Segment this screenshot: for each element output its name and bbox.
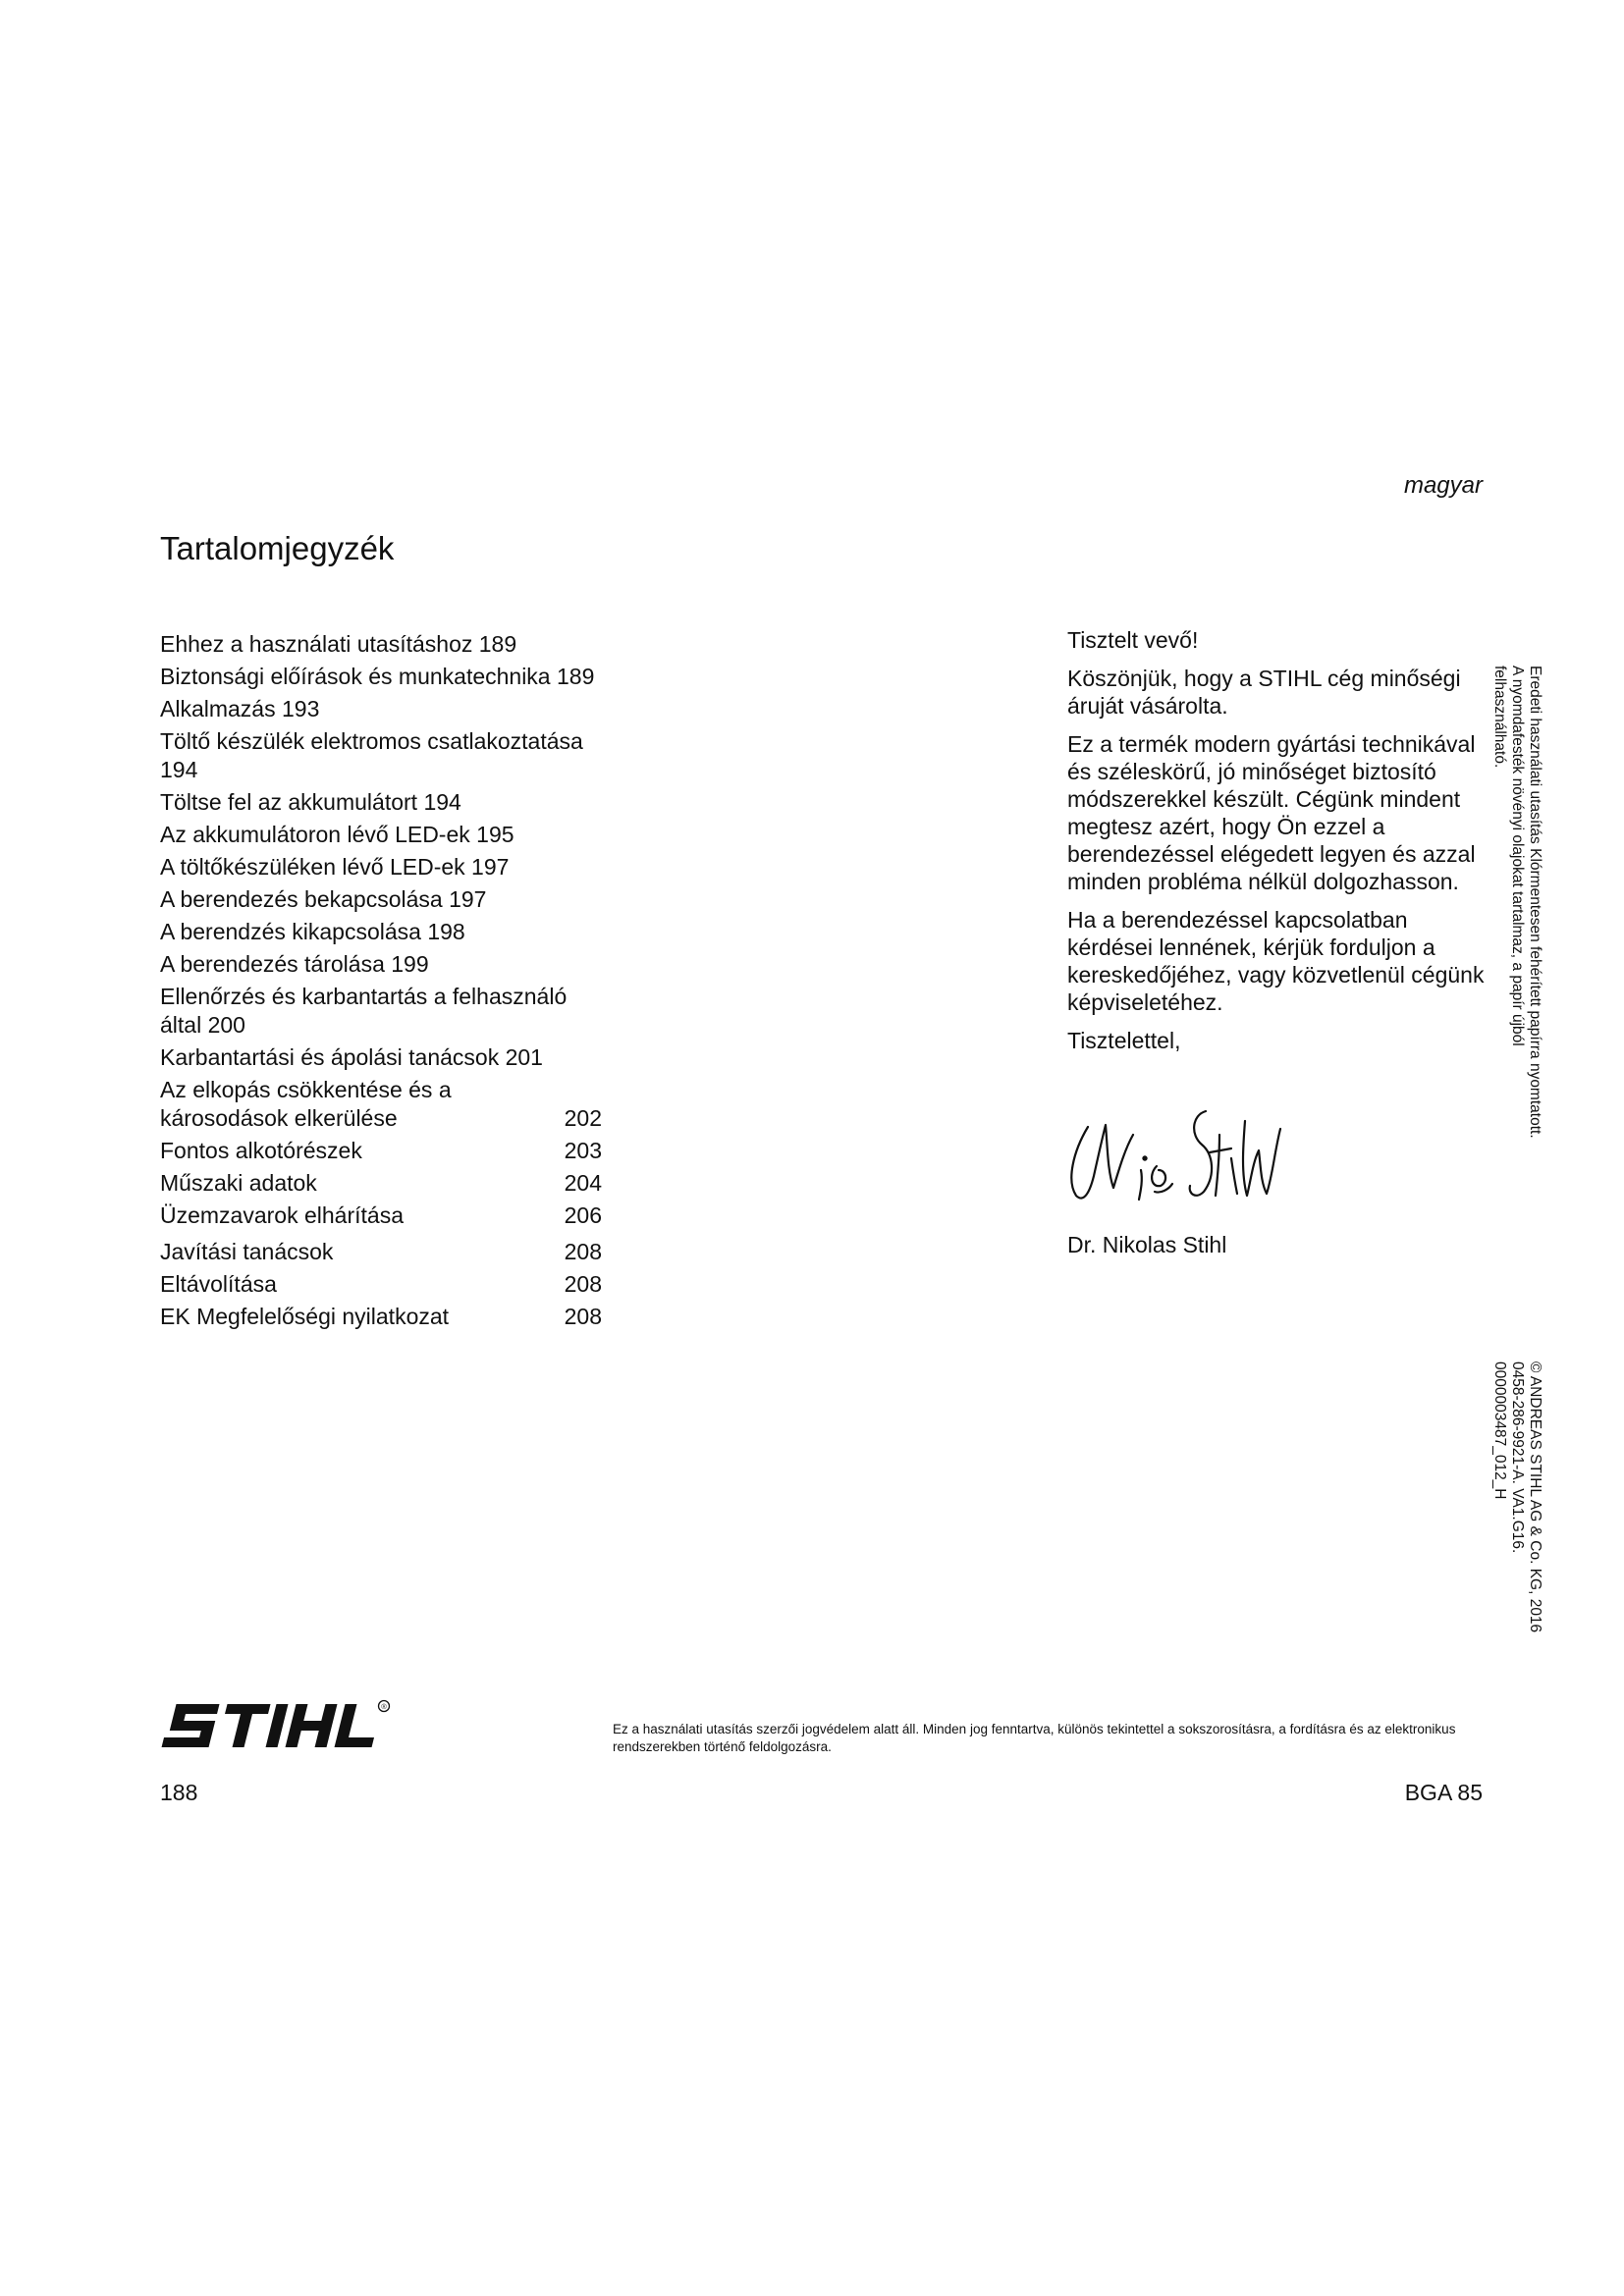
print-note-line: Eredeti használati utasítás Klórmentesen fehérített papírra nyomtatott. bbox=[1527, 666, 1543, 1139]
table-of-contents bbox=[160, 630, 602, 1335]
letter-paragraph: Ha a berendezéssel kapcsolatban kérdései lennének, kérjük forduljon a kereskedőjéhez, vagy közvetlenül cégünk képviseletéhez. bbox=[1067, 907, 1485, 1015]
toc-item[interactable]: Töltő készülék elektromos csatlakoztatása 194 bbox=[160, 728, 583, 782]
stihl-logo bbox=[160, 1698, 396, 1764]
model-name: BGA 85 bbox=[1404, 1780, 1483, 1805]
toc-row-label: Fontos alkotórészek bbox=[160, 1138, 362, 1163]
handwritten-signature bbox=[1058, 1097, 1284, 1220]
toc-table-list bbox=[160, 1076, 602, 1331]
toc-row[interactable] bbox=[160, 1201, 602, 1230]
toc-row-page: 202 bbox=[564, 1105, 602, 1131]
copyright-line: 0458-286-9921-A. VA1.G16. bbox=[1509, 1362, 1526, 1554]
letter-paragraph: Köszönjük, hogy a STIHL cég minőségi áruját vásárolta. bbox=[1067, 666, 1461, 719]
toc-row[interactable] bbox=[160, 1238, 602, 1266]
letter-paragraph: Ez a termék modern gyártási technikával és széleskörű, jó minőséget biztosító módszerekkel készült. Cégünk mindent megtesz azért, hogy Ön ezzel a berendezéssel elégedett legyen és azzal minden probléma nélkül dolgozhasson. bbox=[1067, 731, 1476, 894]
toc-item[interactable]: Biztonsági előírások és munkatechnika 189 bbox=[160, 664, 595, 689]
welcome-letter bbox=[1067, 626, 1489, 1065]
toc-row-page: 204 bbox=[564, 1170, 602, 1196]
letter-greeting: Tisztelt vevő! bbox=[1067, 627, 1199, 653]
toc-row[interactable] bbox=[160, 1270, 602, 1299]
copyright-legal-text: Ez a használati utasítás szerzői jogvédelem alatt áll. Minden jog fenntartva, különös tekintettel a sokszorosításra, a fordításra és az elektronikus rendszerekben történő feldolgozásra. bbox=[613, 1722, 1456, 1754]
toc-row[interactable] bbox=[160, 1169, 602, 1198]
toc-row-page: 208 bbox=[564, 1239, 602, 1264]
letter-closing: Tisztelettel, bbox=[1067, 1028, 1181, 1053]
print-note-line: felhasználható. bbox=[1491, 666, 1508, 769]
toc-item[interactable]: Töltse fel az akkumulátort 194 bbox=[160, 789, 461, 815]
toc-item[interactable]: A berendezés bekapcsolása 197 bbox=[160, 886, 487, 912]
toc-row-page: 206 bbox=[564, 1202, 602, 1228]
toc-row[interactable] bbox=[160, 1137, 602, 1165]
toc-row-label: EK Megfelelőségi nyilatkozat bbox=[160, 1304, 450, 1329]
toc-item[interactable]: A berendezés tárolása 199 bbox=[160, 951, 429, 977]
toc-item[interactable]: A berendzés kikapcsolása 198 bbox=[160, 919, 465, 944]
toc-row-page: 208 bbox=[564, 1271, 602, 1297]
toc-inline-list bbox=[160, 630, 602, 1072]
toc-item[interactable]: Az akkumulátoron lévő LED-ek 195 bbox=[160, 822, 514, 847]
toc-row-page: 203 bbox=[564, 1138, 602, 1163]
copyright-line: © ANDREAS STIHL AG & Co. KG, 2016 bbox=[1527, 1362, 1543, 1633]
toc-row-label: Műszaki adatok bbox=[160, 1170, 317, 1196]
print-note-line: A nyomdafesték növényi olajokat tartalmaz, a papír újból bbox=[1509, 666, 1526, 1046]
toc-item[interactable]: Karbantartási és ápolási tanácsok 201 bbox=[160, 1044, 543, 1070]
toc-row-page: 208 bbox=[564, 1304, 602, 1329]
toc-row[interactable] bbox=[160, 1076, 602, 1133]
toc-title: Tartalomjegyzék bbox=[160, 530, 395, 566]
toc-item[interactable]: Ehhez a használati utasításhoz 189 bbox=[160, 631, 517, 657]
registered-mark: ® bbox=[381, 1702, 387, 1711]
toc-row-label: Az elkopás csökkentése és a károsodások elkerülése bbox=[160, 1077, 452, 1131]
toc-row-label: Eltávolítása bbox=[160, 1271, 277, 1297]
language-label: magyar bbox=[1403, 472, 1483, 499]
toc-row-label: Javítási tanácsok bbox=[160, 1239, 334, 1264]
toc-item[interactable]: Ellenőrzés és karbantartás a felhasználó által 200 bbox=[160, 984, 568, 1038]
page-number: 188 bbox=[160, 1780, 198, 1805]
toc-item[interactable]: A töltőkészüléken lévő LED-ek 197 bbox=[160, 854, 510, 880]
toc-row-label: Üzemzavarok elhárítása bbox=[160, 1202, 404, 1228]
toc-item[interactable]: Alkalmazás 193 bbox=[160, 696, 320, 721]
copyright-note bbox=[1490, 1362, 1543, 1632]
copyright-line: 0000003487_012_H bbox=[1491, 1362, 1508, 1500]
toc-row[interactable] bbox=[160, 1303, 602, 1331]
print-note bbox=[1490, 666, 1543, 1139]
signature-name: Dr. Nikolas Stihl bbox=[1067, 1232, 1227, 1257]
